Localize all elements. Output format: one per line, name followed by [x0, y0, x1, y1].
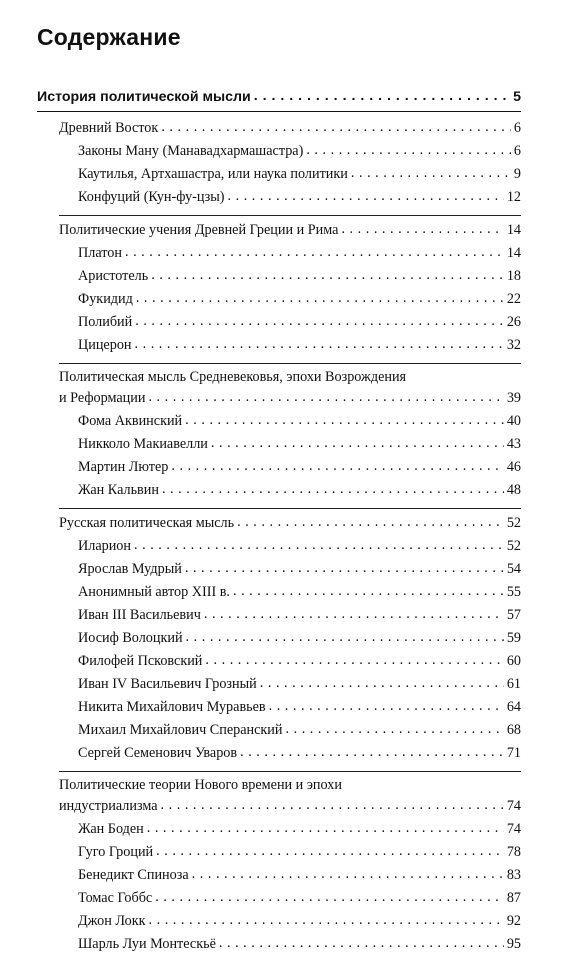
dot-leader: [260, 672, 504, 695]
dot-leader: [351, 162, 511, 185]
dot-leader: [269, 695, 504, 718]
toc-item[interactable]: [37, 841, 521, 864]
toc-item-page: 6: [513, 143, 521, 159]
toc-section-title: Политические учения Древней Греции и Рима: [59, 222, 339, 238]
dot-leader: [219, 932, 504, 955]
toc-item[interactable]: [37, 479, 521, 502]
toc-section-title: индустриализма: [59, 798, 158, 814]
dot-leader: [341, 218, 503, 241]
dot-leader: [125, 241, 504, 264]
toc-item-title: Мартин Лютер: [78, 459, 169, 475]
toc-item-title: Сергей Семенович Уваров: [78, 745, 238, 761]
toc-item-page: 57: [506, 607, 521, 623]
toc-item-title: Полибий: [78, 314, 133, 330]
toc-item-title: Бенедикт Спиноза: [78, 867, 189, 883]
toc-item[interactable]: [37, 433, 521, 456]
toc-item-page: 64: [506, 699, 521, 715]
toc-item[interactable]: [37, 186, 521, 209]
dot-leader: [147, 817, 504, 840]
toc-item-page: 59: [506, 630, 521, 646]
toc-part-entry[interactable]: [37, 86, 521, 110]
toc-item-page: 46: [506, 459, 521, 475]
toc-section-page: 14: [506, 222, 521, 238]
toc-item-title: Никколо Макиавелли: [78, 436, 208, 452]
toc-item-title: Джон Локк: [78, 913, 146, 929]
toc-item-title: Анонимный автор XIII в.: [78, 584, 230, 600]
dot-leader: [156, 840, 504, 863]
toc-item[interactable]: [37, 742, 521, 765]
toc-item-title: Томас Гоббс: [78, 890, 153, 906]
toc-part-title: История политической мысли: [37, 89, 251, 105]
dot-leader: [204, 603, 504, 626]
dot-leader: [134, 534, 504, 557]
dot-leader: [136, 287, 504, 310]
toc-item[interactable]: [37, 673, 521, 696]
dot-leader: [233, 580, 504, 603]
toc-item-page: 26: [506, 314, 521, 330]
dot-leader: [286, 718, 504, 741]
toc-item[interactable]: [37, 288, 521, 311]
toc-item-page: 60: [506, 653, 521, 669]
toc-item-page: 9: [513, 166, 521, 182]
toc-item-page: 78: [506, 844, 521, 860]
dot-leader: [237, 511, 504, 534]
divider: [59, 363, 521, 364]
dot-leader: [149, 909, 504, 932]
dot-leader: [162, 478, 504, 501]
toc-item-page: 54: [506, 561, 521, 577]
toc-item[interactable]: [37, 910, 521, 933]
toc-item[interactable]: [37, 864, 521, 887]
toc-item-title: Ярослав Мудрый: [78, 561, 182, 577]
toc-section-page: 52: [506, 515, 521, 531]
dot-leader: [185, 409, 504, 432]
toc-item[interactable]: [37, 242, 521, 265]
toc-item-page: 43: [506, 436, 521, 452]
toc-item-title: Жан Боден: [78, 821, 144, 837]
toc-item[interactable]: [37, 933, 521, 956]
toc-item[interactable]: [37, 604, 521, 627]
toc-section-title: Русская политическая мысль: [59, 515, 235, 531]
dot-leader: [240, 741, 504, 764]
toc-item-title: Законы Ману (Манавадхармашастра): [78, 143, 304, 159]
toc-item-page: 61: [506, 676, 521, 692]
toc-item[interactable]: [37, 140, 521, 163]
toc-section-page: 74: [506, 798, 521, 814]
toc-item-page: 12: [506, 189, 521, 205]
toc-section-entry[interactable]: [37, 795, 521, 818]
toc-item-title: Иван III Васильевич: [78, 607, 201, 623]
divider: [59, 508, 521, 509]
toc-item-page: 68: [506, 722, 521, 738]
toc-item-page: 83: [506, 867, 521, 883]
toc-item-title: Аристотель: [78, 268, 149, 284]
toc-item[interactable]: [37, 456, 521, 479]
toc-section-title: Древний Восток: [59, 120, 159, 136]
toc-item-title: Гуго Гроций: [78, 844, 154, 860]
dot-leader: [186, 626, 504, 649]
toc-item[interactable]: [37, 311, 521, 334]
toc-item[interactable]: [37, 650, 521, 673]
toc-item-title: Иван IV Васильевич Грозный: [78, 676, 257, 692]
toc-item-title: Платон: [78, 245, 122, 261]
toc-item-page: 32: [506, 337, 521, 353]
dot-leader: [161, 794, 504, 817]
toc-item-page: 52: [506, 538, 521, 554]
toc-section-title: и Реформации: [59, 390, 146, 406]
divider: [37, 111, 521, 112]
toc-item-page: 95: [506, 936, 521, 952]
toc-item[interactable]: [37, 410, 521, 433]
toc-section-title-line[interactable]: Политическая мысль Средневековья, эпохи Возрождения: [59, 369, 407, 385]
toc-section-title-line[interactable]: Политические теории Нового времени и эпохи: [59, 777, 342, 793]
toc-item-title: Фукидид: [78, 291, 133, 307]
toc-item-title: Цицерон: [78, 337, 132, 353]
toc-item[interactable]: [37, 887, 521, 910]
toc-item[interactable]: [37, 265, 521, 288]
toc-item-page: 74: [506, 821, 521, 837]
toc-item-title: Иосиф Волоцкий: [78, 630, 183, 646]
dot-leader: [148, 386, 503, 409]
table-of-contents: [37, 86, 521, 956]
toc-section-entry[interactable]: [37, 512, 521, 535]
toc-item[interactable]: [37, 535, 521, 558]
toc-section-entry[interactable]: [37, 219, 521, 242]
toc-section-page: 6: [513, 120, 521, 136]
divider: [59, 771, 521, 772]
dot-leader: [171, 455, 503, 478]
dot-leader: [254, 85, 510, 108]
toc-item-page: 40: [506, 413, 521, 429]
toc-item-page: 71: [506, 745, 521, 761]
toc-item-page: 92: [506, 913, 521, 929]
toc-item-title: Жан Кальвин: [78, 482, 159, 498]
dot-leader: [185, 557, 504, 580]
toc-item-title: Каутилья, Артхашастра, или наука политики: [78, 166, 348, 182]
toc-item[interactable]: [37, 818, 521, 841]
toc-item-page: 48: [506, 482, 521, 498]
toc-item-title: Конфуций (Кун-фу-цзы): [78, 189, 225, 205]
toc-item[interactable]: [37, 581, 521, 604]
dot-leader: [135, 333, 504, 356]
toc-item-title: Фома Аквинский: [78, 413, 183, 429]
toc-section-entry[interactable]: [37, 387, 521, 410]
toc-item-title: Филофей Псковский: [78, 653, 203, 669]
dot-leader: [151, 264, 504, 287]
dot-leader: [306, 139, 511, 162]
dot-leader: [155, 886, 504, 909]
toc-part-page: 5: [513, 89, 521, 105]
toc-item-title: Никита Михайлович Муравьев: [78, 699, 266, 715]
toc-item-page: 55: [506, 584, 521, 600]
toc-item[interactable]: [37, 334, 521, 357]
toc-item-title: Михаил Михайлович Сперанский: [78, 722, 283, 738]
toc-item-title: Шарль Луи Монтескьё: [78, 936, 216, 952]
toc-item[interactable]: [37, 163, 521, 186]
dot-leader: [192, 863, 504, 886]
dot-leader: [161, 116, 511, 139]
toc-item[interactable]: [37, 696, 521, 719]
page-title: Содержание: [37, 24, 181, 50]
dot-leader: [228, 185, 504, 208]
toc-item-title: Иларион: [78, 538, 131, 554]
divider: [59, 215, 521, 216]
dot-leader: [211, 432, 504, 455]
toc-item[interactable]: [37, 719, 521, 742]
toc-item-page: 14: [506, 245, 521, 261]
toc-item-page: 22: [506, 291, 521, 307]
dot-leader: [205, 649, 503, 672]
toc-section-page: 39: [506, 390, 521, 406]
dot-leader: [135, 310, 504, 333]
toc-section-entry[interactable]: [37, 117, 521, 140]
toc-item-page: 87: [506, 890, 521, 906]
toc-item[interactable]: [37, 627, 521, 650]
toc-item[interactable]: [37, 558, 521, 581]
toc-item-page: 18: [506, 268, 521, 284]
